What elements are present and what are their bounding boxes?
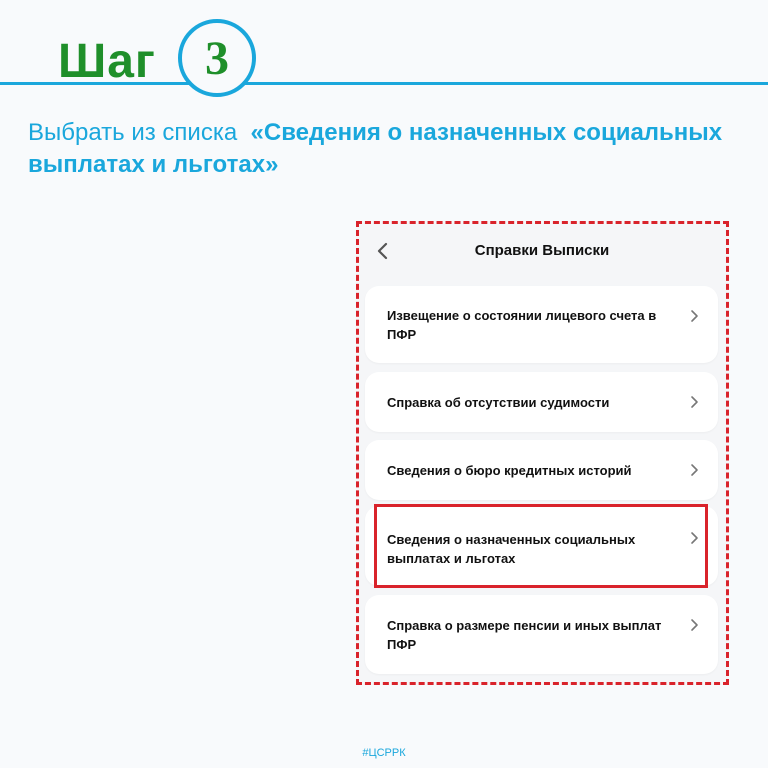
list-item-label: Справка об отсутствии судимости xyxy=(387,395,610,410)
step-number-badge: 3 xyxy=(178,19,256,97)
chevron-right-icon xyxy=(689,618,699,632)
step-label: Шаг xyxy=(58,35,156,88)
list-item-no-criminal-record[interactable] xyxy=(365,372,718,432)
screen-title: Справки Выписки xyxy=(474,242,610,259)
chevron-right-icon xyxy=(689,531,699,545)
list-item-pension-amount[interactable] xyxy=(365,595,718,674)
instruction-text xyxy=(28,117,728,181)
footer-hashtag: #ЦСРРК xyxy=(362,747,406,759)
chevron-right-icon xyxy=(689,309,699,323)
list-item-social-payments-benefits[interactable] xyxy=(365,506,718,586)
chevron-right-icon xyxy=(689,395,699,409)
chevron-right-icon xyxy=(689,463,699,477)
list-item-pfr-account-notice[interactable] xyxy=(365,286,718,363)
list-item-label: Сведения о назначенных социальных выплатах и льготах xyxy=(387,532,636,566)
instruction-target-item: «Сведения о назначенных социальных выплатах и льготах» xyxy=(28,119,723,178)
list-item-label: Справка о размере пенсии и иных выплат ПФР xyxy=(387,618,662,652)
list-item-label: Извещение о состоянии лицевого счета в ПФР xyxy=(387,308,657,342)
list-item-credit-history-bureau[interactable] xyxy=(365,440,718,500)
list-item-label: Сведения о бюро кредитных историй xyxy=(387,463,632,478)
back-arrow-icon[interactable] xyxy=(374,240,390,262)
instruction-prefix: Выбрать из списка xyxy=(28,119,238,146)
